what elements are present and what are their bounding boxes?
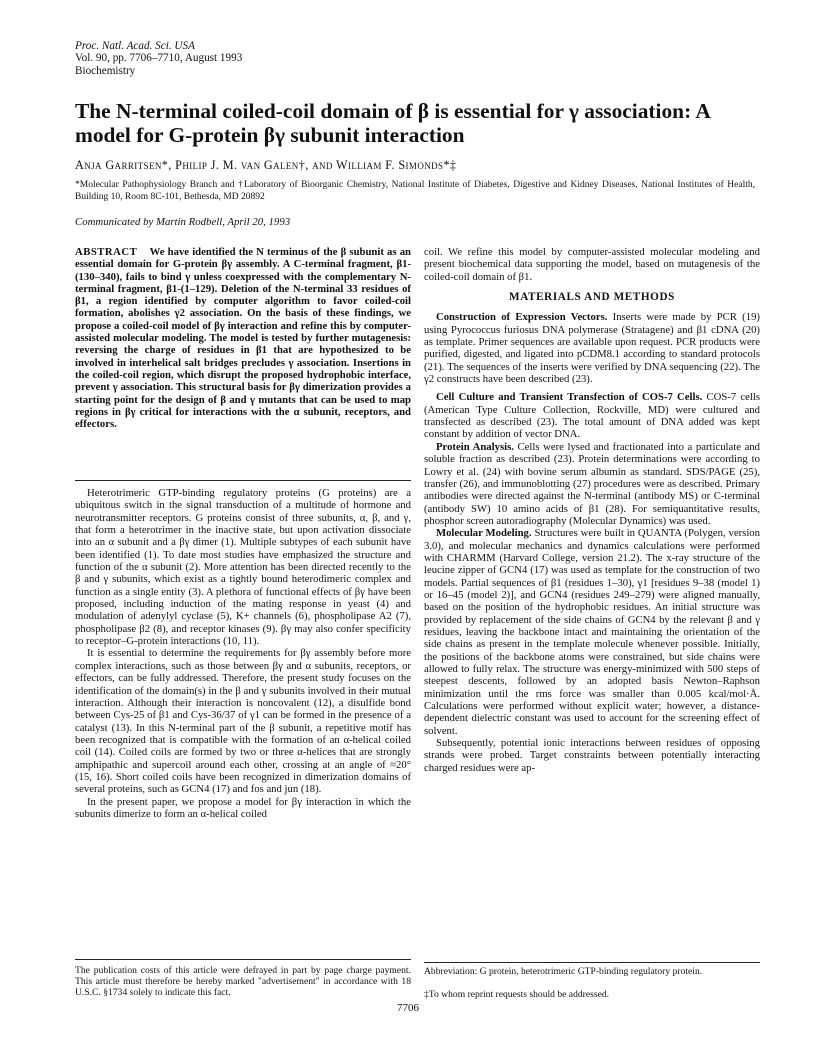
- journal-header: [75, 40, 242, 77]
- reprint-note: ‡To whom reprint requests should be addressed.: [424, 989, 610, 1000]
- protein-analysis-title: Protein Analysis.: [436, 440, 514, 453]
- intro-paragraph-3: In the present paper, we propose a model for βγ interaction in which the subunits dimerize to form an α-helical coiled: [75, 795, 411, 820]
- methods-ionic-interactions: Subsequently, potential ionic interactions between residues of opposing strands were probed. Target constraints between potentially interacting charged residues were ap-: [424, 737, 760, 774]
- molecular-modeling-title: Molecular Modeling.: [436, 527, 532, 540]
- methods-protein-analysis: [424, 441, 760, 527]
- intro-paragraph-2: It is essential to determine the requirements for βγ assembly before more complex interactions, such as those between βγ and α subunits, receptors, or effectors, can be fully addressed. Therefore, the present study focuses on the identification of the domain(s) in the β and γ subunits involved in their mutual interaction. Although their interaction is noncovalent (12), a disulfide bond between Cys-25 of β1 and Cys-36/37 of γ1 can be formed in the presence of a catalyst (13). In this N-terminal part of the β subunit, a repetitive motif has been recognized that is compatible with the formation of an α-helical coiled coil (14). Coiled coils are formed by two or three α-helices that are strongly amphipathic and supercoil around each other, crossing at an angle of ≈20° (15, 16). Short coiled coils have been recognized in dimerization domains of several proteins, such as GCN4 (17) and fos and jun (18).: [75, 647, 411, 796]
- methods-vectors: [424, 311, 760, 385]
- methods-heading: MATERIALS AND METHODS: [509, 291, 675, 304]
- publication-cost-note: The publication costs of this article were defrayed in part by page charge payment. This article must therefore be hereby marked "advertisement" in accordance with 18 U.S.C. §1734 solely to indicate this fact.: [75, 965, 411, 998]
- abstract-label: ABSTRACT: [75, 246, 138, 258]
- abbreviation-note: Abbreviation: G protein, heterotrimeric GTP-binding regulatory protein.: [424, 966, 703, 977]
- methods-cell-culture: [424, 391, 760, 440]
- author-list: Anja Garritsen*, Philip J. M. van Galen†, and William F. Simonds*‡: [75, 158, 457, 172]
- vectors-text: Inserts were made by PCR (19) using Pyrococcus furiosus DNA polymerase (Stratagene) and β1 cDNA (20) as template. Primer sequences are available upon request. PCR products were purified, digested, and ligated into pCDM8.1 according to standard protocols (21). The sequences of the inserts were verified by DNA sequencing (22). The γ2 constructs have been described (23).: [424, 311, 760, 386]
- cell-culture-title: Cell Culture and Transient Transfection of COS-7 Cells.: [436, 391, 703, 404]
- abstract: [75, 246, 411, 430]
- intro-paragraph-3-continued: coil. We refine this model by computer-assisted molecular modeling and present biochemical data supporting the model, based on mutagenesis of the coiled-coil domain of β1.: [424, 246, 760, 283]
- affiliation: *Molecular Pathophysiology Branch and †Laboratory of Bioorganic Chemistry, National Institute of Diabetes, Digestive and Kidney Diseases, National Institutes of Health, Building 10, Room 8C-101, Bethesda, MD 20892: [75, 180, 755, 202]
- introduction-column: [75, 487, 411, 820]
- footnote-divider-right: [424, 962, 760, 963]
- vectors-title: Construction of Expression Vectors.: [436, 311, 608, 324]
- intro-paragraph-1: Heterotrimeric GTP-binding regulatory proteins (G proteins) are a ubiquitous switch in the signal transduction of a multitude of hormone and neurotransmitter receptors. G proteins consist of three subunits, α, β, and γ, that form a heterotrimer in the inactive state, but upon activation dissociate into an α subunit and a βγ dimer (1). Multiple subtypes of each subunit have been identified (1). To date most studies have emphasized the structure and function of the α subunit (2). More attention has been directed recently to the β and γ subunits, which exist as a tightly bound heterodimeric complex and function as a single entity (3). A plethora of functional effects of βγ have been proposed, including induction of the mating response in yeast (4) and modulation of adenylyl cyclase (5), K+ channels (6), phospholipase A2 (7), phospholipase β2 (8), and receptor kinases (9). βγ may also confer specificity to receptor–G-protein interactions (10, 11).: [75, 487, 411, 648]
- communicated-by: Communicated by Martin Rodbell, April 20, 1993: [75, 216, 291, 228]
- page-number: 7706: [397, 1002, 419, 1014]
- molecular-modeling-text: Structures were built in QUANTA (Polygen, version 3.0), and molecular mechanics and dynamics calculations were performed with CHARMM (Harvard College, version 21.2). The x-ray structure of the leucine zipper of GCN4 (17) was used as template for the construction of two models. Partial sequences of β1 (residues 1–30), γ1 [residues 9–38 (model 1) or 16–45 (model 2)], and GCN4 (residues 249–279) were aligned manually, based on the position of the hydrophobic residues. An initial structure was provided by replacement of the side chains of GCN4 by the relevant β and γ residues, leaving the backbone intact and maintaining the orientation of the side chains as present in the template molecule whenever possible. Initially, the positions of the backbone atoms were constrained, but side chains were allowed to fully relax. The structure was energy-minimized with 500 steps of steepest descents, followed by an adopted basis Newton–Raphson minimization until the rms force was smaller than 0.005 kcal/mol·Å. Calculations were performed without explicit water; however, a distance-dependent dielectric constant was used to account for the screening effect of solvent.: [424, 527, 760, 737]
- article-title: The N-terminal coiled-coil domain of β is essential for γ association: A model for G-protein βγ subunit interaction: [75, 99, 710, 147]
- abstract-divider: [75, 480, 411, 481]
- protein-analysis-text: Cells were lysed and fractionated into a particulate and soluble fraction as described (23). Protein determinations were according to Lowry et al. (24) with bovine serum albumin as standard. SDS/PAGE (25), transfer (26), and immunoblotting (27) procedures were as described. Primary antibodies were directed against the N-terminal (antibody MS) or C-terminal (antibody SW) 10 amino acids of β1 (28). For semiquantitative results, phosphor screen autoradiography (Molecular Dynamics) was used.: [424, 440, 761, 527]
- right-column: [424, 246, 760, 774]
- journal-section: Biochemistry: [75, 64, 136, 77]
- journal-name: Proc. Natl. Acad. Sci. USA: [75, 40, 195, 52]
- footnote-divider-left: [75, 959, 411, 960]
- journal-volume: Vol. 90, pp. 7706–7710, August 1993: [75, 52, 243, 65]
- cell-culture-text: COS-7 cells (American Type Culture Collection, Rockville, MD) were cultured and transfected as described (23). The total amount of DNA added was kept constant by addition of vector DNA.: [424, 391, 761, 441]
- abstract-text: We have identified the N terminus of the β subunit as an essential domain for G-protein βγ assembly. A C-terminal fragment, β1-(130–340), fails to bind γ unless coexpressed with the complementary N-terminal fragment, β1-(1–129). Deletion of the N-terminal 33 residues of β1, a region identified by computer algorithm to favor coiled-coil formation, abolishes γ2 association. On the basis of these findings, we propose a coiled-coil model of βγ interaction and refine this by computer-assisted molecular modeling. The model is tested by further mutagenesis: reversing the charge of residues in β1 that are hypothesized to be involved in interhelical salt bridges precludes γ association. Insertions in the coiled-coil region, which disrupt the proposed hydrophobic interface, prevent γ association. This structural basis for βγ dimerization provides a starting point for the design of β and γ mutants that can be used to map regions in βγ critical for interactions with the α subunit, receptors, and effectors.: [75, 246, 411, 431]
- methods-molecular-modeling: [424, 527, 760, 737]
